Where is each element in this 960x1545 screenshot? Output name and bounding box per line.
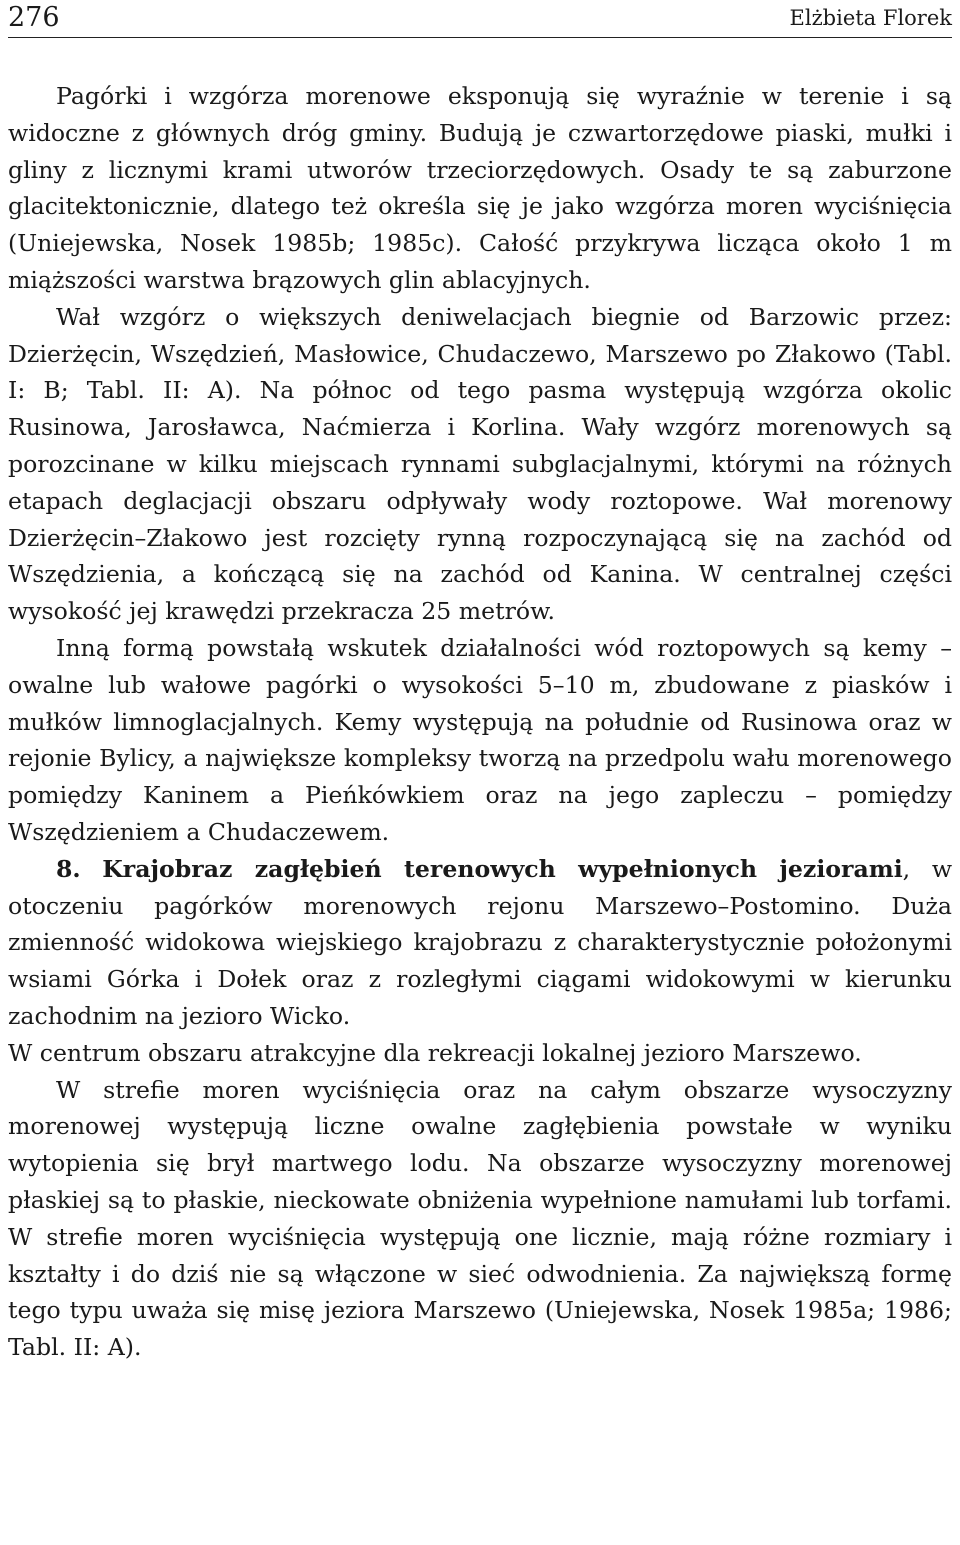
paragraph-moraine-hills: Pagórki i wzgórza morenowe eksponują się wyraźnie w terenie i są widoczne z głównych dróg gminy. Budują je czwartorzędowe piaski, mułki i gliny z licznymi krami utworów trzeciorzędowych. Osady te są zaburzone glacitektonicznie, dlatego też określa się je jako wzgórza moren wyciśnięcia (Uniejewska, Nosek 1985b; 1985c). Całość przykrywa licząca około 1 m miąższości warstwa brązowych glin ablacyjnych. — [8, 82, 952, 294]
section-number: 8. — [56, 854, 81, 883]
paragraph-lake-marszewo: W centrum obszaru atrakcyjne dla rekreacji lokalnej jezioro Marszewo. — [8, 1038, 862, 1067]
page-number: 276 — [8, 2, 60, 33]
body-text — [8, 78, 952, 1366]
paragraph-moraine-ridge: Wał wzgórz o większych deniwelacjach biegnie od Barzowic przez: Dzierżęcin, Wszędzień, Masłowice, Chudaczewo, Marszewo po Złakowo (Tabl. I: B; Tabl. II: A). Na północ od tego pasma występują wzgórza okolic Rusinowa, Jarosławca, Naćmierza i Korlina. Wały wzgórz morenowych są porozcinane w kilku miejscach rynnami subglacjalnymi, którymi na różnych etapach deglacjacji obszaru odpływały wody roztopowe. Wał morenowy Dzierżęcin–Złakowo jest rozcięty rynną rozpoczynającą się na zachód od Wszędzienia, a kończącą się na zachód od Kanina. W centralnej części wysokość jej krawędzi przekracza 25 metrów. — [8, 302, 952, 626]
page-header — [8, 0, 952, 38]
paragraph-kames: Inną formą powstałą wskutek działalności wód roztopowych są kemy – owalne lub wałowe pagórki o wysokości 5–10 m, zbudowane z piasków i mułków limnoglacjalnych. Kemy występują na południe od Rusinowa oraz w rejonie Bylicy, a największe kompleksy tworzą na przedpolu wału morenowego pomiędzy Kaninem a Pieńkówkiem oraz na jego zapleczu – pomiędzy Wszędzieniem a Chudaczewem. — [8, 633, 952, 846]
section-heading: Krajobraz zagłębień terenowych wypełnionych jeziorami — [102, 854, 903, 883]
paragraph-depressions: W strefie moren wyciśnięcia oraz na całym obszarze wysoczyzny morenowej występują liczne owalne zagłębienia powstałe w wyniku wytopienia się brył martwego lodu. Na obszarze wysoczyzny morenowej płaskiej są to płaskie, nieckowate obniżenia wypełnione namułami lub torfami. W strefie moren wyciśnięcia występują one licznie, mają różne rozmiary i kształty i do dziś nie są włączone w sieć odwodnienia. Za największą formę tego typu uważa się misę jeziora Marszewo (Uniejewska, Nosek 1985a; 1986; Tabl. II: A). — [8, 1075, 952, 1362]
running-head-author: Elżbieta Florek — [789, 6, 952, 30]
section-text: , w otoczeniu pagórków morenowych rejonu Marszewo–Postomino. Duża zmienność widokowa wiejskiego krajobrazu z charakterystycznie położonymi wsiami Górka i Dołek oraz z rozległymi ciągami widokowymi w kierunku zachodnim na jezioro Wicko. — [8, 854, 953, 1030]
document-page — [8, 0, 952, 1545]
paragraph-landscape-8 — [8, 851, 952, 1035]
